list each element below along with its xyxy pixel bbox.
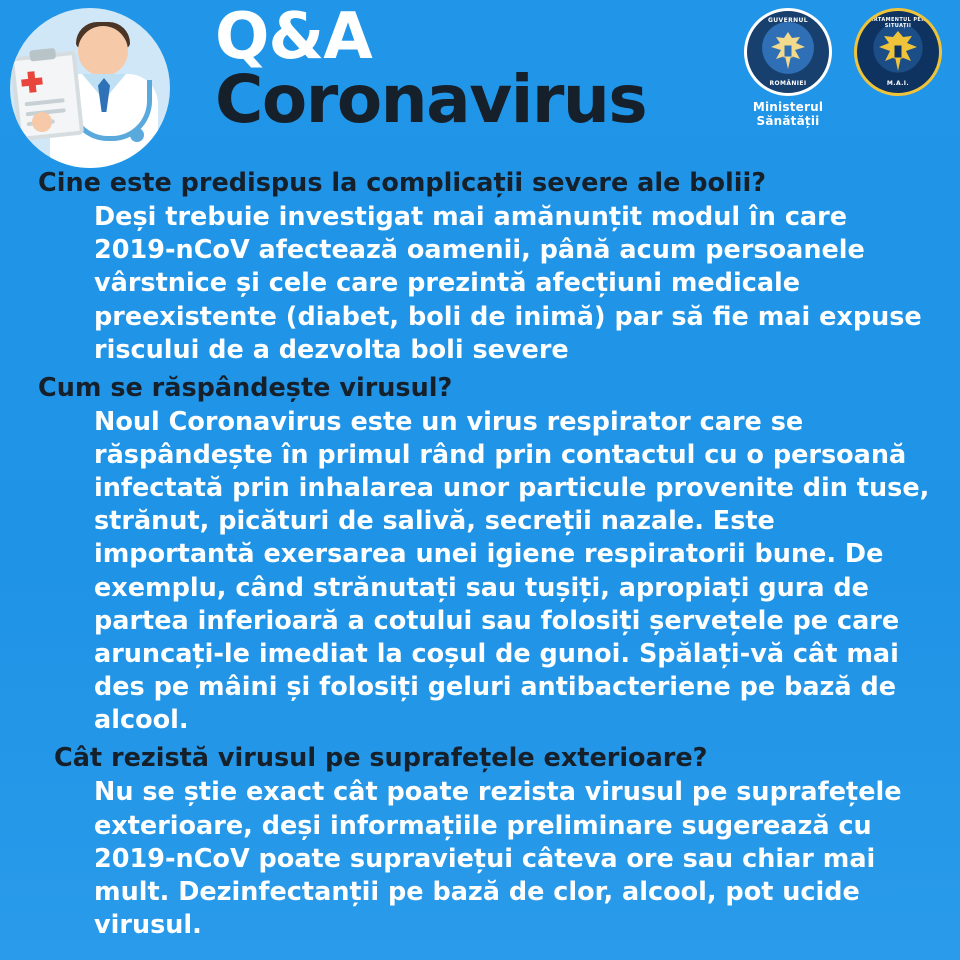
- question-3: Cât rezistă virusul pe suprafețele exterioare?: [54, 743, 708, 774]
- answer-1: Deși trebuie investigat mai amănunțit modul în care 2019-nCoV afectează oamenii, până acum persoanele vârstnice și cele care prezintă afecțiuni medicale preexistente (diabet, boli de inimă) par să fie mai expuse riscului de a dezvolta boli severe: [94, 202, 922, 365]
- clipboard-line: [25, 98, 65, 106]
- answer-2: Noul Coronavirus este un virus respirator care se răspândește în primul rând prin contactul cu o persoană infectată prin inhalarea unor particule provenite din tuse, strănut, picături de salivă, secreții nazale. Este importantă exersarea unei igiene respiratorii bune. De exemplu, când strănutați sau tușiți, apropiați gura de partea inferioară a cotului sau folosiți șervețele pe care aruncați-le imediat la coșul de gunoi. Spălați-vă cât mai des pe mâini și folosiți geluri antibacteriene pe bază de alcool.: [94, 406, 930, 736]
- answer-3: Nu se știe exact cât poate rezista virusul pe suprafețele exterioare, deși informațiile preliminare sugerează cu 2019-nCoV poate supraviețui câteva ore sau chiar mai mult. Dezinfectanții pe bază de clor, alcool, pot ucide virusul.: [94, 777, 902, 940]
- seal-bottom-text-2: M.A.I.: [886, 80, 910, 87]
- emblem-department: [850, 8, 946, 100]
- question-1: Cine este predispus la complicații severe ale bolii?: [38, 168, 767, 198]
- qa-block-1: [32, 168, 932, 367]
- question-2: Cum se răspândește virusul?: [38, 372, 453, 403]
- clipboard-clip: [29, 48, 56, 62]
- government-seal-icon: [744, 8, 832, 96]
- qa-block-2: [32, 373, 932, 738]
- doctor-head: [78, 26, 128, 76]
- qa-content: [0, 168, 960, 944]
- doctor-illustration-icon: [10, 8, 170, 168]
- stethoscope-chestpiece-icon: [130, 128, 144, 142]
- department-seal-icon: [854, 8, 942, 96]
- emblem-government: [740, 8, 836, 128]
- page-title-qa: Q&A: [215, 0, 372, 74]
- poster-header: [0, 0, 960, 168]
- medical-cross-icon-bar: [21, 77, 43, 86]
- title-block: [215, 0, 715, 139]
- qa-block-3: [32, 743, 932, 942]
- eagle-emblem-icon-2: [877, 29, 919, 75]
- page-title-coronavirus: Coronavirus: [215, 61, 647, 139]
- doctor-hand: [32, 112, 52, 132]
- seal-bottom-text: ROMÂNIEI: [769, 80, 807, 87]
- eagle-emblem-icon: [767, 29, 809, 75]
- emblems-group: [740, 8, 946, 128]
- ministry-caption: Ministerul Sănătății: [752, 100, 824, 128]
- seal-top-text: GUVERNUL: [767, 17, 809, 24]
- seal-top-text-2: DEPARTAMENTUL PENTRU SITUAȚII: [857, 17, 939, 29]
